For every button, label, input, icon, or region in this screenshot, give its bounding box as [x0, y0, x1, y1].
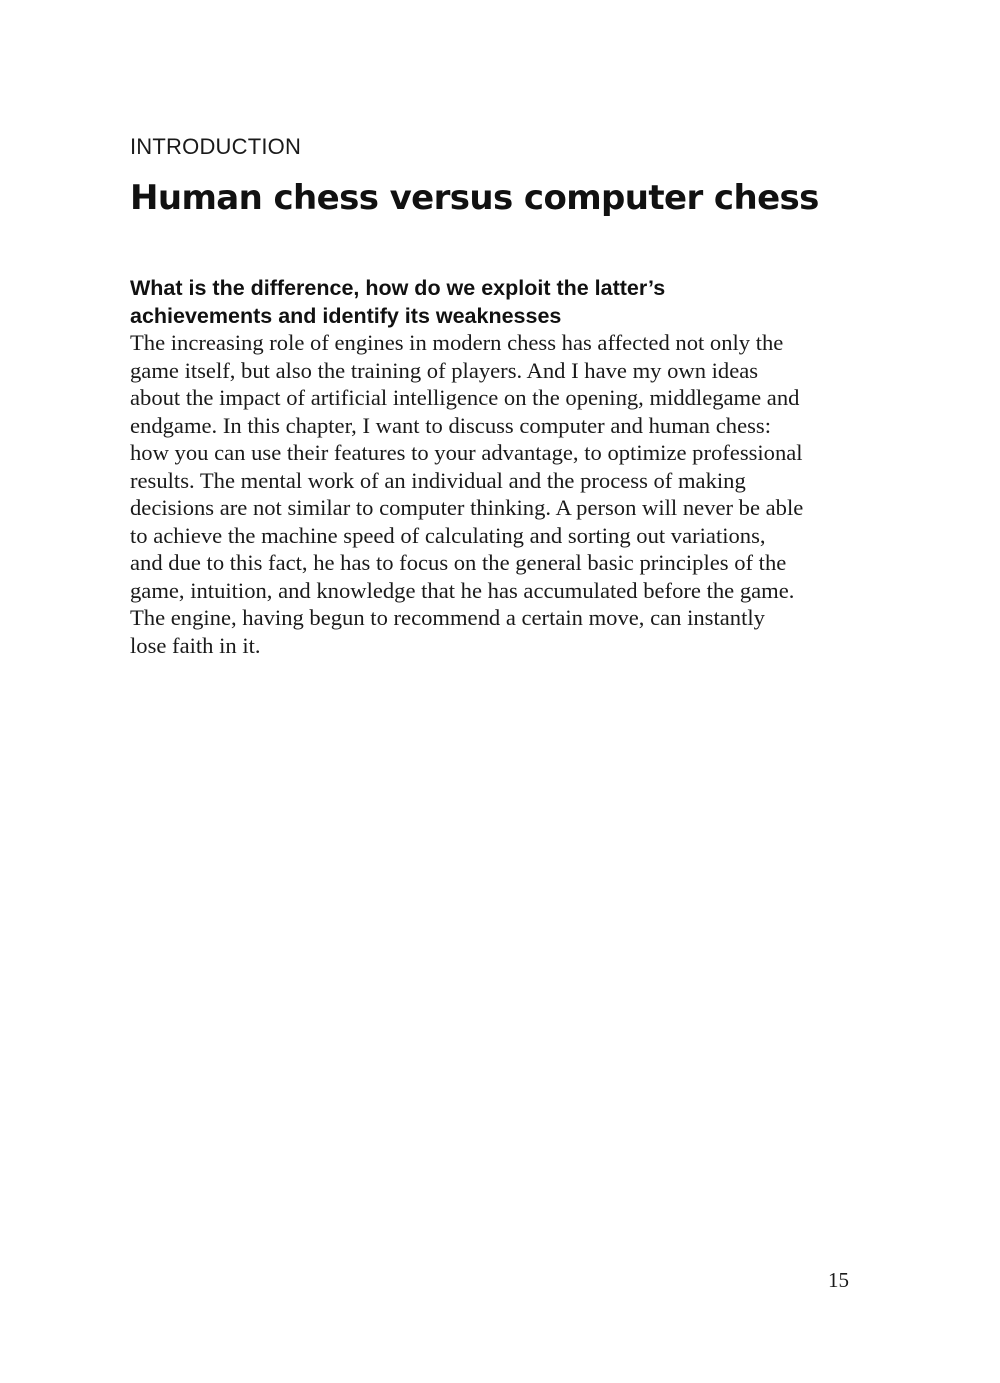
section-label: INTRODUCTION — [130, 134, 302, 159]
body-line: game itself, but also the training of players. And I have my own ideas — [130, 357, 759, 383]
page-number: 15 — [828, 1268, 849, 1292]
body-line: decisions are not similar to computer thinking. A person will never be able — [130, 495, 804, 520]
body-line: and due to this fact, he has to focus on the general basic principles of the — [130, 550, 787, 575]
body-line: to achieve the machine speed of calculating and sorting out variations, — [130, 522, 766, 548]
chapter-title: Human chess versus computer chess — [130, 178, 819, 218]
body-line: The engine, having begun to recommend a certain move, can instantly — [130, 605, 765, 630]
body-line: about the impact of artificial intelligence on the opening, middlegame and — [130, 385, 800, 410]
subheading-line: achievements and identify its weaknesses — [130, 304, 562, 328]
body-line: results. The mental work of an individual and the process of making — [130, 467, 746, 493]
body-paragraph — [130, 329, 880, 659]
subheading — [130, 274, 830, 330]
subheading-line: What is the difference, how do we exploit the latter’s — [130, 276, 666, 300]
body-line: The increasing role of engines in modern chess has affected not only the — [130, 330, 784, 355]
body-line: game, intuition, and knowledge that he has accumulated before the game. — [130, 577, 795, 603]
body-line: endgame. In this chapter, I want to discuss computer and human chess: — [130, 412, 771, 438]
body-line: how you can use their features to your advantage, to optimize professional — [130, 440, 803, 465]
body-line: lose faith in it. — [130, 632, 261, 658]
